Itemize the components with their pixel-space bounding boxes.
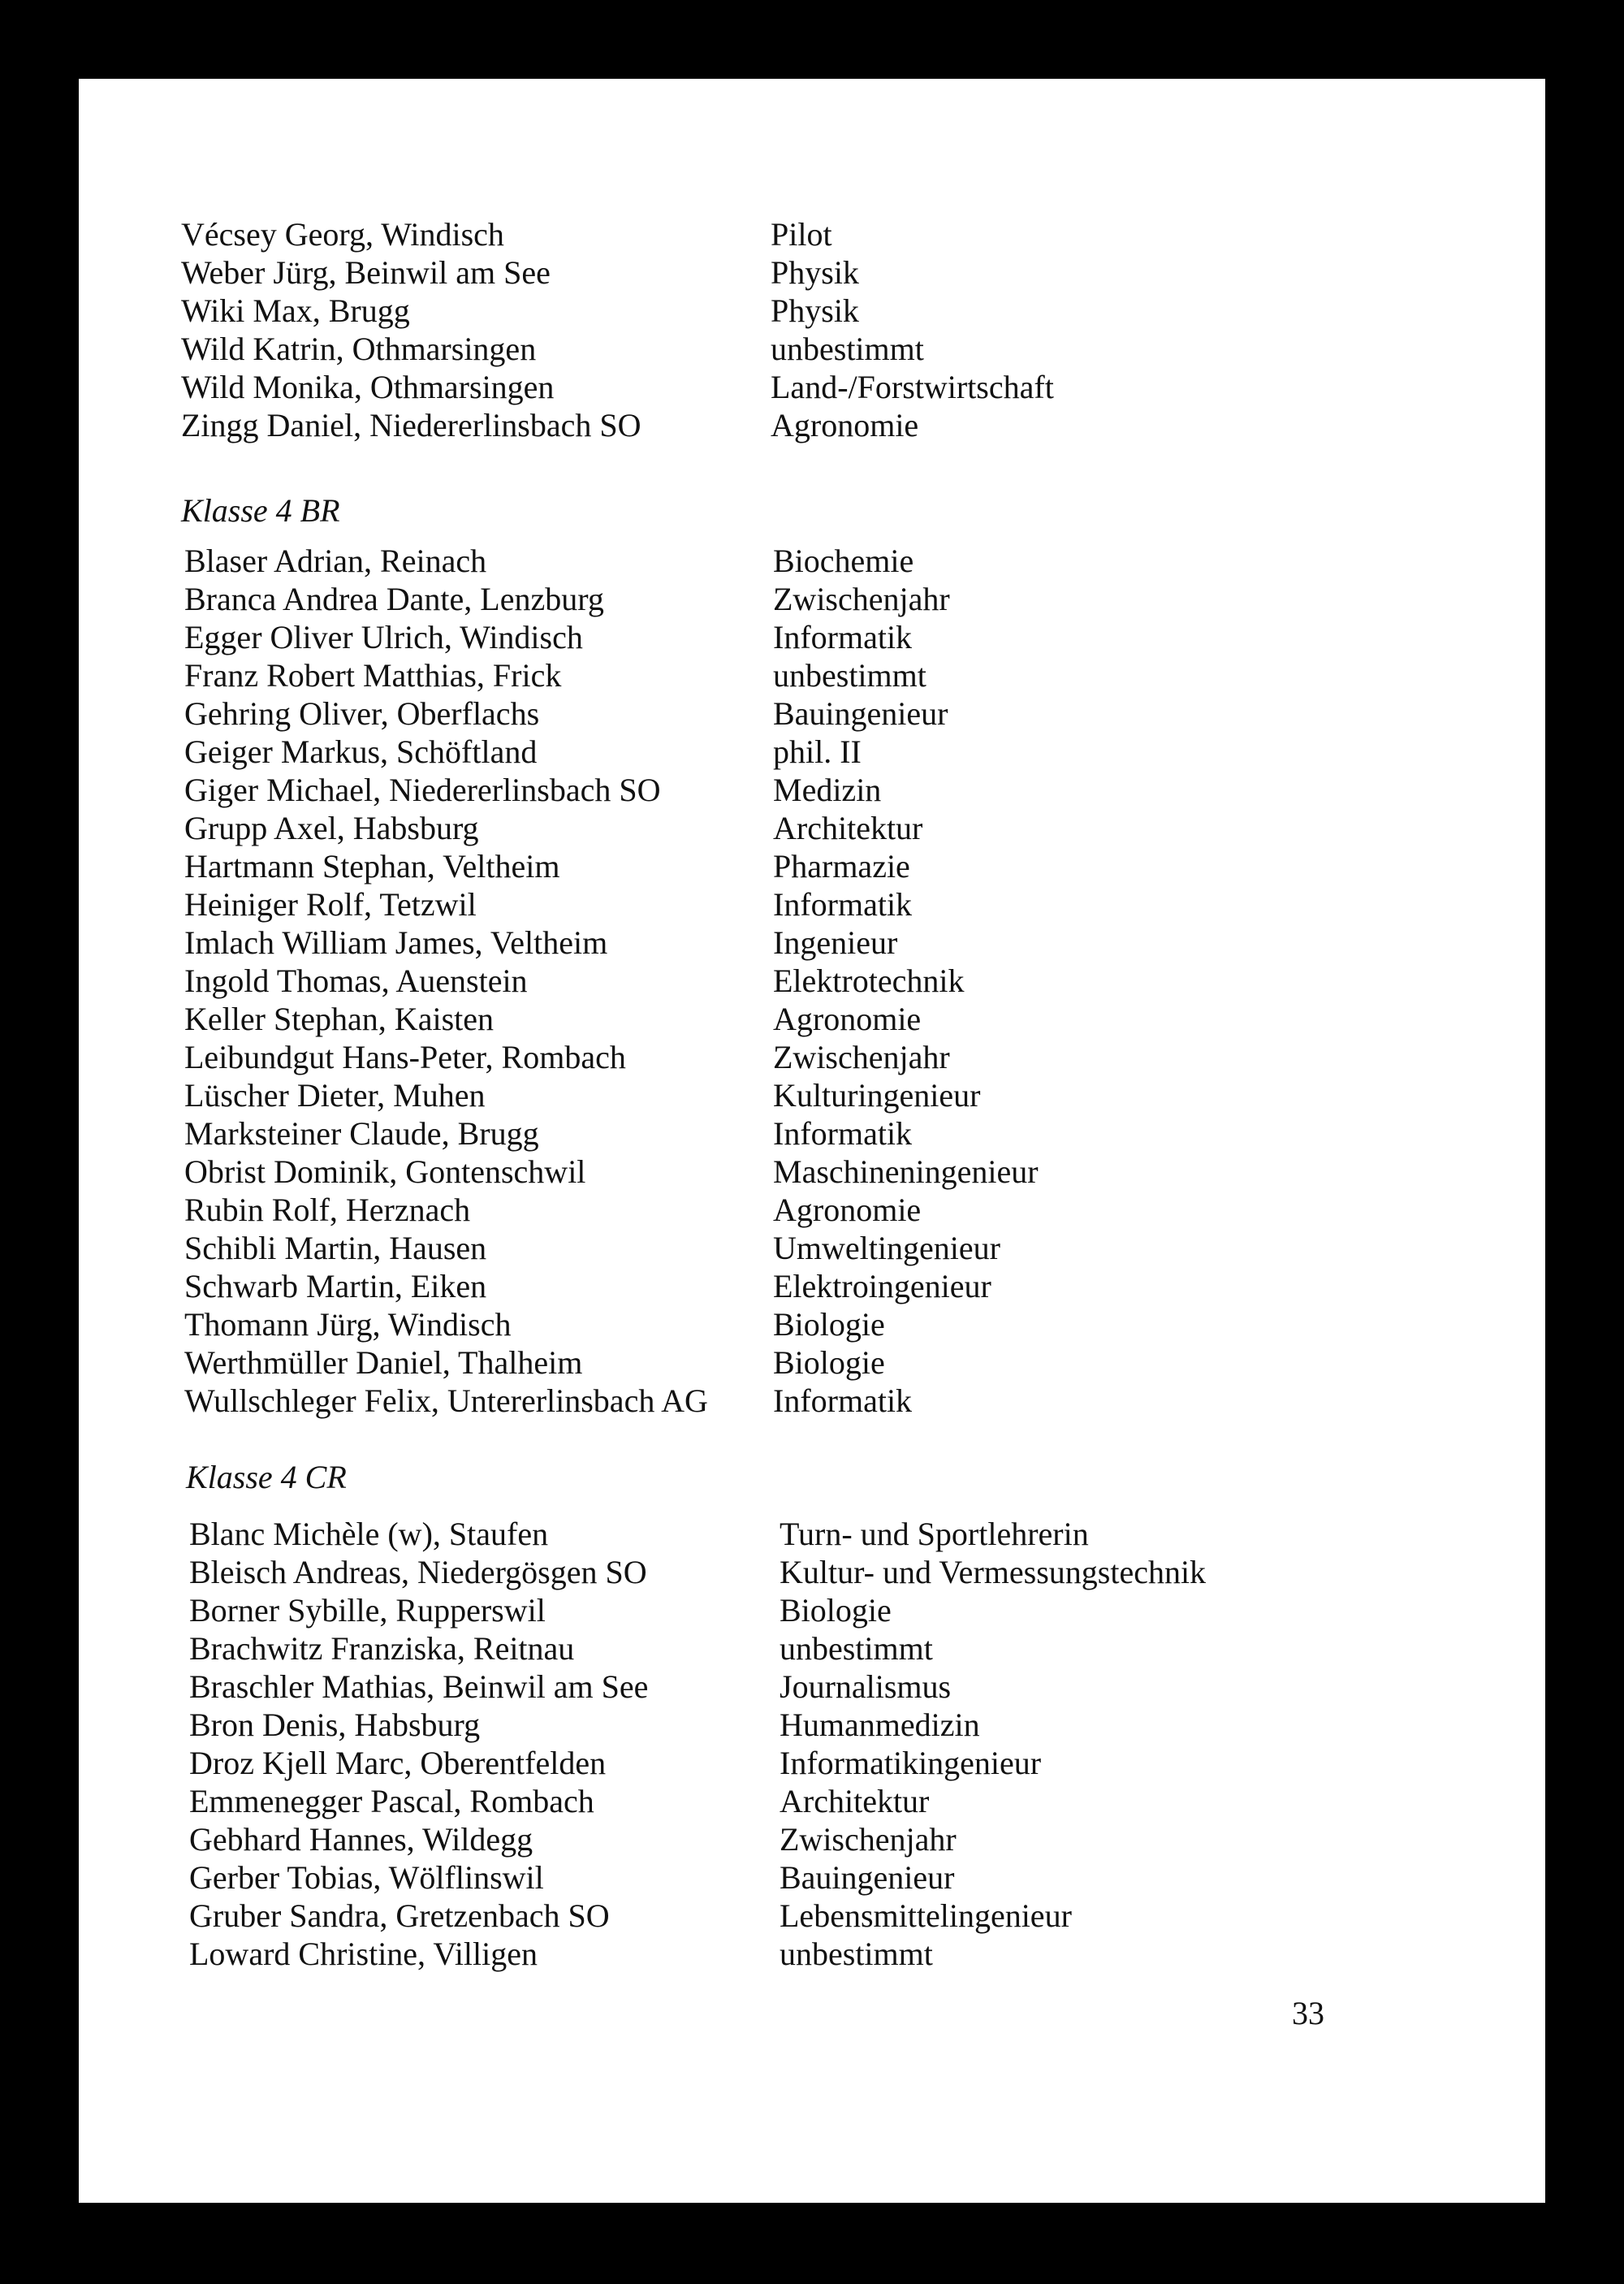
list-item bbox=[79, 1305, 1545, 1343]
list-item bbox=[79, 809, 1545, 847]
study-field: Physik bbox=[771, 254, 859, 291]
study-field: Maschineningenieur bbox=[773, 1153, 1039, 1190]
list-item bbox=[79, 330, 1545, 368]
study-field: Kulturingenieur bbox=[773, 1077, 981, 1114]
list-item bbox=[79, 847, 1545, 885]
study-field: Medizin bbox=[773, 772, 882, 808]
study-field: Agronomie bbox=[773, 1192, 922, 1228]
study-field: Elektroingenieur bbox=[773, 1268, 991, 1304]
study-field: unbestimmt bbox=[780, 1936, 933, 1972]
study-field: unbestimmt bbox=[780, 1630, 933, 1667]
student-name: Droz Kjell Marc, Oberentfelden bbox=[189, 1745, 607, 1781]
list-item bbox=[79, 1153, 1545, 1191]
study-field: Bauingenieur bbox=[773, 695, 948, 732]
study-field: Land-/Forstwirtschaft bbox=[771, 369, 1054, 405]
student-name: Geiger Markus, Schöftland bbox=[184, 733, 538, 770]
list-item bbox=[79, 1935, 1545, 1973]
list-item bbox=[79, 1343, 1545, 1382]
study-field: unbestimmt bbox=[773, 657, 926, 694]
list-item bbox=[79, 962, 1545, 1000]
student-name: Braschler Mathias, Beinwil am See bbox=[189, 1668, 649, 1705]
student-name: Loward Christine, Villigen bbox=[189, 1936, 538, 1972]
list-item bbox=[79, 1897, 1545, 1935]
study-field: unbestimmt bbox=[771, 331, 924, 367]
student-name: Heiniger Rolf, Tetzwil bbox=[184, 886, 477, 923]
study-field: Ingenieur bbox=[773, 924, 898, 961]
student-name: Werthmüller Daniel, Thalheim bbox=[184, 1344, 583, 1381]
study-field: Informatik bbox=[773, 1382, 913, 1419]
study-field: Physik bbox=[771, 292, 859, 329]
student-list bbox=[79, 542, 1545, 1420]
study-field: Kultur- und Vermessungstechnik bbox=[780, 1554, 1207, 1590]
study-field: Biochemie bbox=[773, 543, 914, 579]
student-name: Gebhard Hannes, Wildegg bbox=[189, 1821, 533, 1858]
student-name: Giger Michael, Niedererlinsbach SO bbox=[184, 772, 661, 808]
list-item bbox=[79, 215, 1545, 253]
student-name: Wild Monika, Othmarsingen bbox=[181, 369, 555, 405]
student-name: Schwarb Martin, Eiken bbox=[184, 1268, 487, 1304]
list-item bbox=[79, 1515, 1545, 1553]
study-field: Informatik bbox=[773, 886, 913, 923]
student-name: Wild Katrin, Othmarsingen bbox=[181, 331, 537, 367]
student-name: Emmenegger Pascal, Rombach bbox=[189, 1783, 594, 1819]
student-name: Wiki Max, Brugg bbox=[181, 292, 410, 329]
list-item bbox=[79, 1191, 1545, 1229]
student-name: Weber Jürg, Beinwil am See bbox=[181, 254, 551, 291]
list-item bbox=[79, 1591, 1545, 1629]
student-name: Branca Andrea Dante, Lenzburg bbox=[184, 581, 604, 617]
study-field: Elektrotechnik bbox=[773, 962, 965, 999]
document-page bbox=[79, 79, 1545, 2203]
student-name: Gehring Oliver, Oberflachs bbox=[184, 695, 540, 732]
student-name: Blanc Michèle (w), Staufen bbox=[189, 1516, 549, 1552]
study-field: Umweltingenieur bbox=[773, 1230, 1000, 1266]
study-field: Zwischenjahr bbox=[773, 581, 950, 617]
list-item bbox=[79, 924, 1545, 962]
study-field: Journalismus bbox=[780, 1668, 952, 1705]
list-item bbox=[79, 694, 1545, 733]
student-name: Imlach William James, Veltheim bbox=[184, 924, 608, 961]
list-item bbox=[79, 1229, 1545, 1267]
student-name: Egger Oliver Ulrich, Windisch bbox=[184, 619, 583, 655]
student-name: Marksteiner Claude, Brugg bbox=[184, 1115, 539, 1152]
page-number: 33 bbox=[1292, 1995, 1324, 2031]
study-field: Lebensmittelingenieur bbox=[780, 1897, 1072, 1934]
list-item bbox=[79, 1782, 1545, 1820]
list-item bbox=[79, 1629, 1545, 1668]
study-field: Biologie bbox=[773, 1306, 885, 1343]
list-item bbox=[79, 1000, 1545, 1038]
study-field: Agronomie bbox=[771, 407, 919, 443]
student-name: Hartmann Stephan, Veltheim bbox=[184, 848, 560, 885]
study-field: Agronomie bbox=[773, 1001, 922, 1037]
list-item bbox=[79, 656, 1545, 694]
graduate-list-continued bbox=[79, 215, 1545, 444]
student-list bbox=[79, 1515, 1545, 1973]
student-name: Gruber Sandra, Gretzenbach SO bbox=[189, 1897, 610, 1934]
list-item bbox=[79, 368, 1545, 406]
list-item bbox=[79, 1706, 1545, 1744]
student-name: Leibundgut Hans-Peter, Rombach bbox=[184, 1039, 626, 1075]
study-field: Pharmazie bbox=[773, 848, 910, 885]
student-name: Brachwitz Franziska, Reitnau bbox=[189, 1630, 575, 1667]
list-item bbox=[79, 253, 1545, 292]
list-item bbox=[79, 542, 1545, 580]
student-name: Zingg Daniel, Niedererlinsbach SO bbox=[181, 407, 641, 443]
student-name: Keller Stephan, Kaisten bbox=[184, 1001, 494, 1037]
student-name: Blaser Adrian, Reinach bbox=[184, 543, 487, 579]
study-field: phil. II bbox=[773, 733, 862, 770]
list-item bbox=[79, 406, 1545, 444]
study-field: Zwischenjahr bbox=[780, 1821, 957, 1858]
study-field: Biologie bbox=[780, 1592, 892, 1629]
class-heading-4cr: Klasse 4 CR bbox=[186, 1459, 347, 1495]
study-field: Informatikingenieur bbox=[780, 1745, 1042, 1781]
study-field: Biologie bbox=[773, 1344, 885, 1381]
class-heading-4br: Klasse 4 BR bbox=[181, 492, 340, 529]
study-field: Informatik bbox=[773, 619, 913, 655]
class-4br-section bbox=[79, 542, 1545, 1420]
student-name: Bleisch Andreas, Niedergösgen SO bbox=[189, 1554, 647, 1590]
list-item bbox=[79, 1553, 1545, 1591]
list-item bbox=[79, 1668, 1545, 1706]
study-field: Zwischenjahr bbox=[773, 1039, 950, 1075]
study-field: Bauingenieur bbox=[780, 1859, 955, 1896]
list-item bbox=[79, 1038, 1545, 1076]
student-name: Schibli Martin, Hausen bbox=[184, 1230, 487, 1266]
study-field: Informatik bbox=[773, 1115, 913, 1152]
student-name: Grupp Axel, Habsburg bbox=[184, 810, 479, 846]
study-field: Turn- und Sportlehrerin bbox=[780, 1516, 1089, 1552]
study-field: Pilot bbox=[771, 216, 832, 253]
study-field: Architektur bbox=[773, 810, 923, 846]
list-item bbox=[79, 580, 1545, 618]
student-name: Obrist Dominik, Gontenschwil bbox=[184, 1153, 586, 1190]
list-item bbox=[79, 885, 1545, 924]
student-name: Gerber Tobias, Wölflinswil bbox=[189, 1859, 544, 1896]
student-name: Borner Sybille, Rupperswil bbox=[189, 1592, 546, 1629]
list-item bbox=[79, 1267, 1545, 1305]
student-name: Rubin Rolf, Herznach bbox=[184, 1192, 471, 1228]
list-item bbox=[79, 1076, 1545, 1114]
student-name: Wullschleger Felix, Untererlinsbach AG bbox=[184, 1382, 708, 1419]
class-4cr-section bbox=[79, 1515, 1545, 1973]
student-list bbox=[79, 215, 1545, 444]
student-name: Ingold Thomas, Auenstein bbox=[184, 962, 528, 999]
list-item bbox=[79, 618, 1545, 656]
list-item bbox=[79, 1858, 1545, 1897]
student-name: Bron Denis, Habsburg bbox=[189, 1707, 481, 1743]
student-name: Franz Robert Matthias, Frick bbox=[184, 657, 562, 694]
student-name: Vécsey Georg, Windisch bbox=[181, 216, 504, 253]
list-item bbox=[79, 292, 1545, 330]
list-item bbox=[79, 771, 1545, 809]
list-item bbox=[79, 733, 1545, 771]
list-item bbox=[79, 1382, 1545, 1420]
list-item bbox=[79, 1744, 1545, 1782]
student-name: Lüscher Dieter, Muhen bbox=[184, 1077, 486, 1114]
student-name: Thomann Jürg, Windisch bbox=[184, 1306, 512, 1343]
list-item bbox=[79, 1820, 1545, 1858]
study-field: Architektur bbox=[780, 1783, 930, 1819]
list-item bbox=[79, 1114, 1545, 1153]
study-field: Humanmedizin bbox=[780, 1707, 980, 1743]
